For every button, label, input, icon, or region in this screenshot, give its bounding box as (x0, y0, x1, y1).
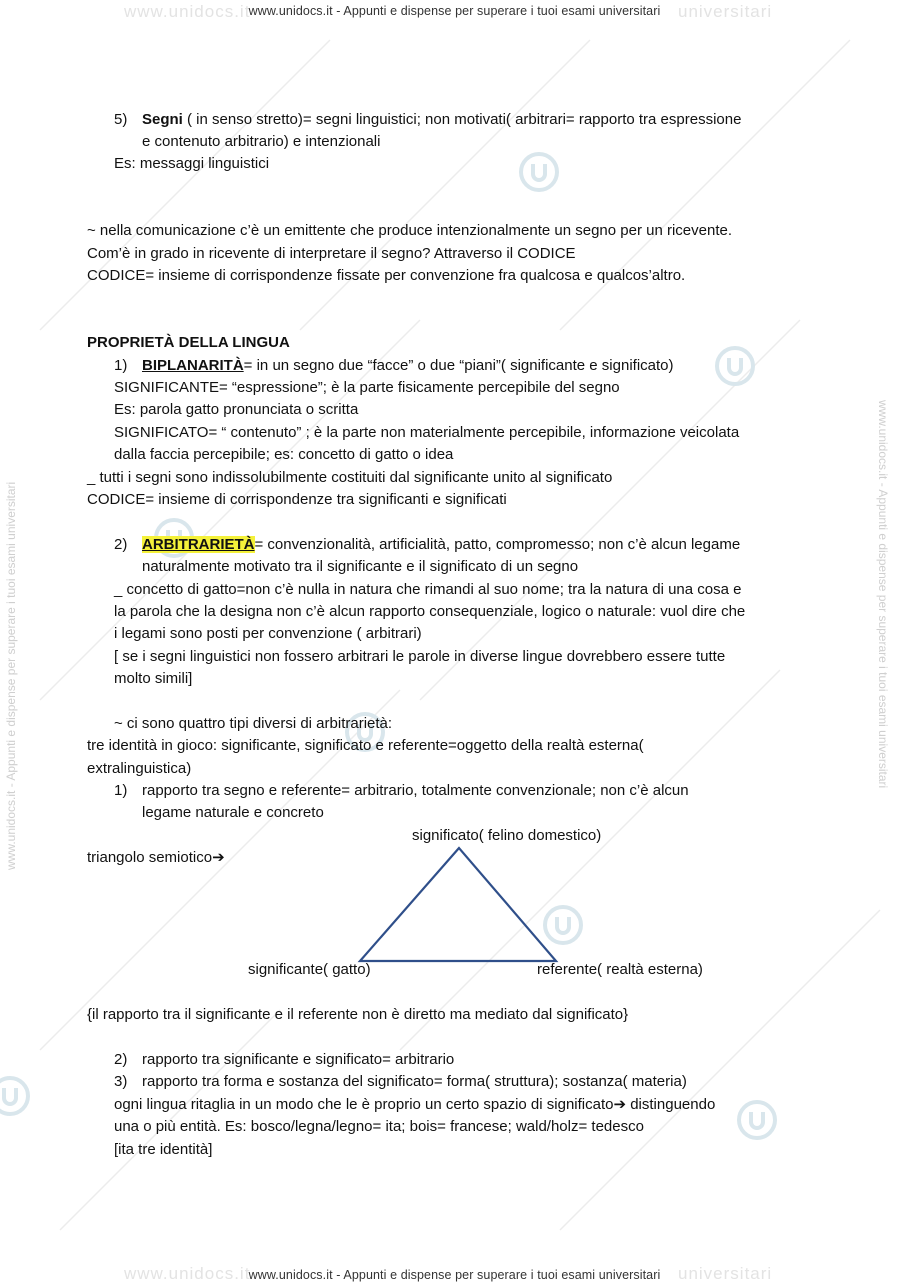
segni-line-1: 5) Segni ( in senso stretto)= segni linguistici; non motivati( arbitrari= rapporto tra espressione (114, 111, 742, 128)
triangle-caption: triangolo semiotico➔ (87, 849, 225, 866)
list-number: 3) (114, 1073, 128, 1090)
tipi-item-1-line-2: legame naturale e concreto (142, 804, 324, 821)
segni-line-2: e contenuto arbitrario) e intenzionali (142, 133, 381, 150)
watermark-header: www.unidocs.it - Appunti e dispense per superare i tuoi esami universitari (248, 4, 661, 18)
finale-line-1: ogni lingua ritaglia in un modo che le è proprio un certo spazio di significato➔ distinguendo (114, 1096, 716, 1113)
triangle-shape (360, 848, 556, 961)
finale-item-2: 2) rapporto tra significante e significato= arbitrario (114, 1051, 455, 1068)
finale-line-2: una o più entità. Es: bosco/legna/legno= ita; bois= francese; wald/holz= tedesco (114, 1118, 644, 1135)
comunicazione-line-3: CODICE= insieme di corrispondenze fissate per convenzione fra qualcosa e qualcos’altro. (87, 267, 686, 284)
watermark-ghost-left: www.unidocs.it (124, 2, 251, 21)
list-number: 1) (114, 782, 128, 799)
comunicazione-line-2: Com’è in grado in ricevente di interpretare il segno? Attraverso il CODICE (87, 245, 576, 262)
arbitrarieta-line-1: 2) ARBITRARIETÀ= convenzionalità, artificialità, patto, compromesso; non c’è alcun legame (114, 536, 741, 553)
arbitrarieta-line-3: _ concetto di gatto=non c’è nulla in natura che rimandi al suo nome; tra la natura di una cosa e (114, 581, 742, 598)
finale-item-3: 3) rapporto tra forma e sostanza del significato= forma( struttura); sostanza( materia) (114, 1073, 687, 1090)
triangle-note: {il rapporto tra il significante e il referente non è diretto ma mediato dal significato} (87, 1006, 629, 1023)
finale-line-3: [ita tre identità] (114, 1141, 213, 1158)
segni-line-3: Es: messaggi linguistici (114, 155, 270, 172)
term-biplanarita: BIPLANARITÀ (142, 357, 244, 374)
list-number: 1) (114, 357, 128, 374)
comunicazione-line-1: ~ nella comunicazione c’è un emittente che produce intenzionalmente un segno per un ricevente. (87, 222, 732, 239)
arbitrarieta-line-4: la parola che la designa non c’è alcun rapporto consequenziale, logico o naturale: vuol dire che (114, 603, 746, 620)
arbitrarieta-line-6: [ se i segni linguistici non fossero arbitrari le parole in diverse lingue dovrebbero essere tutte (114, 648, 726, 665)
biplanarita-line-7: CODICE= insieme di corrispondenze tra significanti e significati (87, 491, 507, 508)
biplanarita-line-6: _ tutti i segni sono indissolubilmente costituiti dal significante unito al significato (87, 469, 613, 486)
biplanarita-line-3: Es: parola gatto pronunciata o scritta (114, 401, 359, 418)
arbitrarieta-line-7: molto simili] (114, 670, 193, 687)
biplanarita-line-4: SIGNIFICATO= “ contenuto” ; è la parte non materialmente percepibile, informazione veicolata (114, 424, 740, 441)
watermark-side-right: www.unidocs.it - Appunti e dispense per superare i tuoi esami universitari (876, 400, 890, 789)
list-number: 2) (114, 536, 128, 553)
watermark-footer: www.unidocs.it - Appunti e dispense per superare i tuoi esami universitari (248, 1268, 661, 1282)
watermark-ghost-right: universitari (678, 1264, 773, 1283)
biplanarita-line-1: 1) BIPLANARITÀ= in un segno due “facce” o due “piani”( significante e significato) (114, 357, 674, 374)
section-heading: PROPRIETÀ DELLA LINGUA (87, 334, 290, 351)
biplanarita-line-2: SIGNIFICANTE= “espressione”; è la parte fisicamente percepibile del segno (114, 379, 620, 396)
arrow-right-icon: ➔ (212, 849, 225, 866)
tipi-item-1-line-1: 1) rapporto tra segno e referente= arbitrario, totalmente convenzionale; non c’è alcun (114, 782, 689, 799)
term-arbitrarieta-highlight: ARBITRARIETÀ (142, 536, 255, 553)
arbitrarieta-line-5: i legami sono posti per convenzione ( arbitrari) (114, 625, 422, 642)
tipi-line-1: ~ ci sono quattro tipi diversi di arbitrarietà: (114, 715, 393, 732)
tipi-line-3: extralinguistica) (87, 760, 192, 777)
triangle-right-label: referente( realtà esterna) (537, 961, 703, 978)
tipi-line-2: tre identità in gioco: significante, significato e referente=oggetto della realtà esterna( (87, 737, 644, 754)
list-number: 2) (114, 1051, 128, 1068)
watermark-ghost-left: www.unidocs.it (124, 1264, 251, 1283)
term-segni: Segni (142, 111, 183, 128)
arrow-right-icon: ➔ (613, 1096, 627, 1113)
triangle-left-label: significante( gatto) (248, 961, 371, 978)
arbitrarieta-line-2: naturalmente motivato tra il significante e il significato di un segno (142, 558, 579, 575)
list-number: 5) (114, 111, 128, 128)
biplanarita-line-5: dalla faccia percepibile; es: concetto di gatto o idea (114, 446, 454, 463)
watermark-ghost-right: universitari (678, 2, 773, 21)
watermark-side-left: www.unidocs.it - Appunti e dispense per superare i tuoi esami universitari (4, 481, 18, 870)
triangle-top-label: significato( felino domestico) (412, 827, 602, 844)
